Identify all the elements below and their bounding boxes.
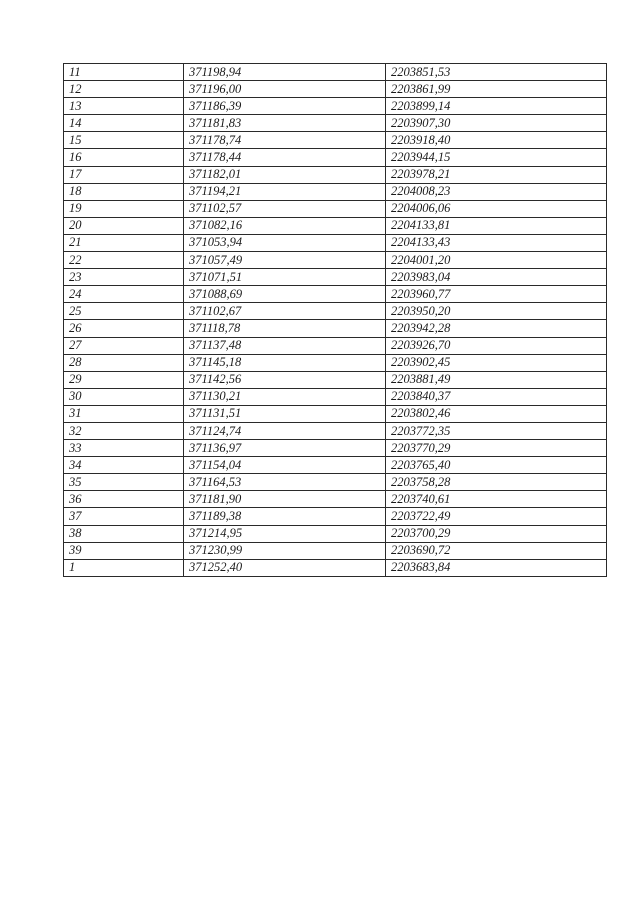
point-number-cell: 19 (64, 200, 184, 217)
x-coordinate-cell: 371057,49 (184, 252, 386, 269)
point-number-cell: 36 (64, 491, 184, 508)
table-row (64, 525, 607, 542)
point-number-cell: 11 (64, 64, 184, 81)
x-coordinate-cell: 371194,21 (184, 183, 386, 200)
y-coordinate-cell: 2203960,77 (386, 286, 607, 303)
x-coordinate-cell: 371071,51 (184, 269, 386, 286)
x-coordinate-cell: 371088,69 (184, 286, 386, 303)
coordinates-table-body (64, 64, 607, 577)
table-row (64, 474, 607, 491)
table-row (64, 183, 607, 200)
x-coordinate-cell: 371189,38 (184, 508, 386, 525)
x-coordinate-cell: 371186,39 (184, 98, 386, 115)
y-coordinate-cell: 2203899,14 (386, 98, 607, 115)
point-number-cell: 25 (64, 303, 184, 320)
x-coordinate-cell: 371124,74 (184, 422, 386, 439)
y-coordinate-cell: 2204001,20 (386, 252, 607, 269)
table-row (64, 371, 607, 388)
x-coordinate-cell: 371196,00 (184, 81, 386, 98)
point-number-cell: 30 (64, 388, 184, 405)
y-coordinate-cell: 2203722,49 (386, 508, 607, 525)
y-coordinate-cell: 2204133,43 (386, 234, 607, 251)
point-number-cell: 14 (64, 115, 184, 132)
x-coordinate-cell: 371178,44 (184, 149, 386, 166)
y-coordinate-cell: 2203907,30 (386, 115, 607, 132)
point-number-cell: 29 (64, 371, 184, 388)
point-number-cell: 21 (64, 234, 184, 251)
point-number-cell: 18 (64, 183, 184, 200)
point-number-cell: 17 (64, 166, 184, 183)
y-coordinate-cell: 2204008,23 (386, 183, 607, 200)
x-coordinate-cell: 371164,53 (184, 474, 386, 491)
table-row (64, 200, 607, 217)
x-coordinate-cell: 371198,94 (184, 64, 386, 81)
y-coordinate-cell: 2203765,40 (386, 457, 607, 474)
y-coordinate-cell: 2203942,28 (386, 320, 607, 337)
point-number-cell: 1 (64, 559, 184, 576)
x-coordinate-cell: 371102,57 (184, 200, 386, 217)
point-number-cell: 15 (64, 132, 184, 149)
y-coordinate-cell: 2203918,40 (386, 132, 607, 149)
x-coordinate-cell: 371181,83 (184, 115, 386, 132)
y-coordinate-cell: 2203683,84 (386, 559, 607, 576)
table-row (64, 303, 607, 320)
y-coordinate-cell: 2203840,37 (386, 388, 607, 405)
coordinates-table (63, 63, 607, 577)
point-number-cell: 37 (64, 508, 184, 525)
y-coordinate-cell: 2203861,99 (386, 81, 607, 98)
y-coordinate-cell: 2203700,29 (386, 525, 607, 542)
point-number-cell: 33 (64, 440, 184, 457)
y-coordinate-cell: 2203772,35 (386, 422, 607, 439)
x-coordinate-cell: 371252,40 (184, 559, 386, 576)
y-coordinate-cell: 2203802,46 (386, 405, 607, 422)
x-coordinate-cell: 371142,56 (184, 371, 386, 388)
table-row (64, 559, 607, 576)
table-row (64, 234, 607, 251)
table-row (64, 98, 607, 115)
table-row (64, 320, 607, 337)
table-row (64, 81, 607, 98)
table-row (64, 422, 607, 439)
y-coordinate-cell: 2203881,49 (386, 371, 607, 388)
point-number-cell: 13 (64, 98, 184, 115)
y-coordinate-cell: 2204133,81 (386, 217, 607, 234)
point-number-cell: 28 (64, 354, 184, 371)
table-row (64, 542, 607, 559)
point-number-cell: 35 (64, 474, 184, 491)
point-number-cell: 12 (64, 81, 184, 98)
x-coordinate-cell: 371154,04 (184, 457, 386, 474)
y-coordinate-cell: 2203690,72 (386, 542, 607, 559)
y-coordinate-cell: 2203950,20 (386, 303, 607, 320)
y-coordinate-cell: 2203740,61 (386, 491, 607, 508)
point-number-cell: 26 (64, 320, 184, 337)
point-number-cell: 38 (64, 525, 184, 542)
table-row (64, 337, 607, 354)
point-number-cell: 39 (64, 542, 184, 559)
x-coordinate-cell: 371136,97 (184, 440, 386, 457)
x-coordinate-cell: 371182,01 (184, 166, 386, 183)
point-number-cell: 24 (64, 286, 184, 303)
y-coordinate-cell: 2203978,21 (386, 166, 607, 183)
x-coordinate-cell: 371130,21 (184, 388, 386, 405)
table-row (64, 457, 607, 474)
point-number-cell: 16 (64, 149, 184, 166)
point-number-cell: 27 (64, 337, 184, 354)
x-coordinate-cell: 371131,51 (184, 405, 386, 422)
y-coordinate-cell: 2203770,29 (386, 440, 607, 457)
table-row (64, 115, 607, 132)
x-coordinate-cell: 371137,48 (184, 337, 386, 354)
y-coordinate-cell: 2204006,06 (386, 200, 607, 217)
point-number-cell: 32 (64, 422, 184, 439)
point-number-cell: 20 (64, 217, 184, 234)
x-coordinate-cell: 371102,67 (184, 303, 386, 320)
x-coordinate-cell: 371230,99 (184, 542, 386, 559)
y-coordinate-cell: 2203902,45 (386, 354, 607, 371)
table-row (64, 405, 607, 422)
table-row (64, 491, 607, 508)
table-row (64, 149, 607, 166)
point-number-cell: 34 (64, 457, 184, 474)
table-row (64, 64, 607, 81)
table-row (64, 217, 607, 234)
x-coordinate-cell: 371145,18 (184, 354, 386, 371)
x-coordinate-cell: 371053,94 (184, 234, 386, 251)
table-row (64, 286, 607, 303)
y-coordinate-cell: 2203944,15 (386, 149, 607, 166)
table-row (64, 132, 607, 149)
y-coordinate-cell: 2203983,04 (386, 269, 607, 286)
table-row (64, 252, 607, 269)
table-row (64, 354, 607, 371)
y-coordinate-cell: 2203926,70 (386, 337, 607, 354)
table-row (64, 269, 607, 286)
x-coordinate-cell: 371214,95 (184, 525, 386, 542)
table-row (64, 440, 607, 457)
x-coordinate-cell: 371082,16 (184, 217, 386, 234)
x-coordinate-cell: 371178,74 (184, 132, 386, 149)
y-coordinate-cell: 2203758,28 (386, 474, 607, 491)
x-coordinate-cell: 371181,90 (184, 491, 386, 508)
table-row (64, 388, 607, 405)
point-number-cell: 22 (64, 252, 184, 269)
y-coordinate-cell: 2203851,53 (386, 64, 607, 81)
table-row (64, 166, 607, 183)
point-number-cell: 31 (64, 405, 184, 422)
point-number-cell: 23 (64, 269, 184, 286)
x-coordinate-cell: 371118,78 (184, 320, 386, 337)
table-row (64, 508, 607, 525)
